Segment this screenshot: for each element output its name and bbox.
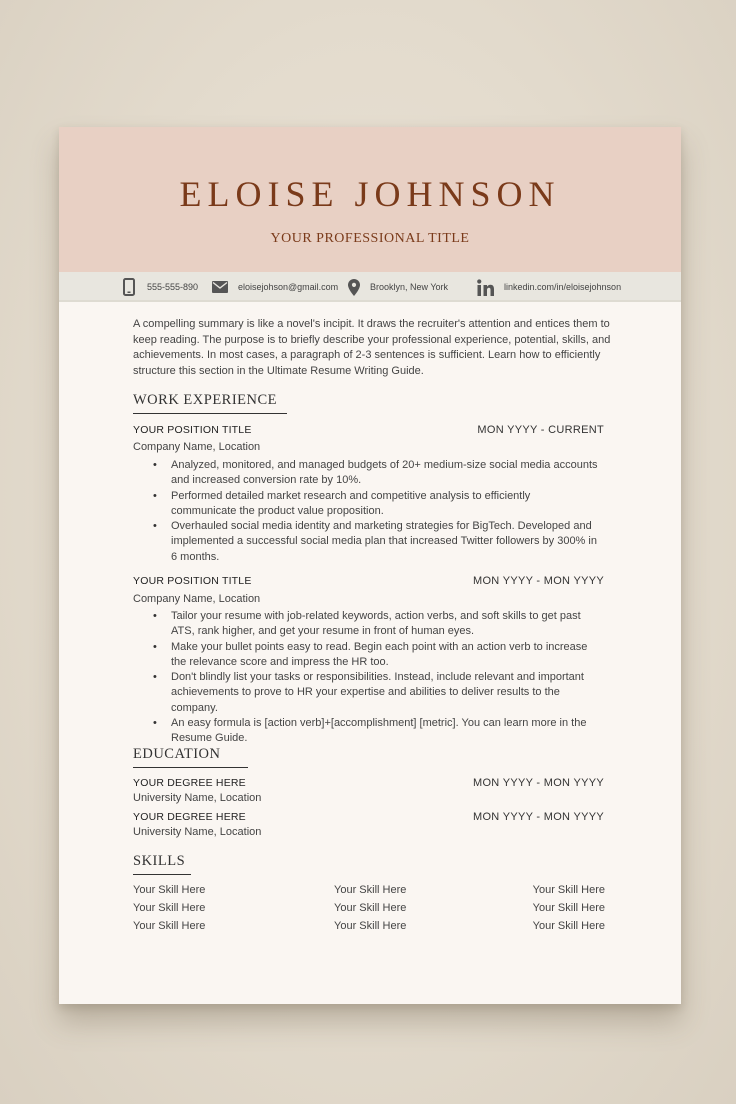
list-item: • An easy formula is [action verb]+[accomplishment] [metric]. You can learn more in the Resume Guide. [153, 716, 598, 747]
contact-email [212, 272, 338, 302]
edu-1-school: University Name, Location [133, 792, 262, 804]
email-icon [212, 281, 228, 293]
list-item: • Don't blindly list your tasks or responsibilities. Instead, include relevant and important achievements to prove to HR your expertise and abilities to deliver results to the company. [153, 670, 598, 716]
resume-page [59, 127, 681, 1004]
job-2-dates: MON YYYY - MON YYYY [472, 575, 604, 587]
job-2-title: YOUR POSITION TITLE [133, 575, 252, 587]
job-1-dates: MON YYYY - CURRENT [477, 424, 604, 436]
phone-icon [123, 278, 135, 296]
skills-heading: SKILLS [133, 853, 191, 875]
contact-phone [123, 272, 198, 302]
list-item: • Tailor your resume with job-related keywords, action verbs, and soft skills to get past ATS, rank higher, and get your resume in front of human eyes. [153, 609, 598, 640]
skill-item: Your Skill Here [133, 920, 206, 932]
contact-location [348, 272, 448, 302]
linkedin-icon [477, 279, 494, 296]
edu-2-degree: YOUR DEGREE HERE [133, 811, 246, 823]
job-1-company: Company Name, Location [133, 441, 261, 453]
job-2-bullets [153, 609, 598, 747]
job-1-bullets [153, 458, 598, 565]
skill-item: Your Skill Here [532, 902, 605, 914]
skill-item: Your Skill Here [334, 884, 407, 896]
location-text: Brooklyn, New York [370, 282, 449, 292]
skill-item: Your Skill Here [532, 884, 605, 896]
work-experience-heading: WORK EXPERIENCE [133, 392, 287, 414]
summary-paragraph: A compelling summary is like a novel's incipit. It draws the recruiter's attention and entices them to keep reading. The purpose is to briefly describe your professional experience, potential, skills, and achievements. In most cases, a paragraph of 2-3 sentences is sufficient. Learn how to efficiently structure this section in the Ultimate Resume Writing Guide. [133, 318, 611, 377]
skill-item: Your Skill Here [532, 920, 605, 932]
email-text: eloisejohson@gmail.com [238, 282, 339, 292]
list-item: • Performed detailed market research and competitive analysis to efficiently communicate the product value proposition. [153, 489, 598, 520]
resume-header [59, 127, 681, 272]
linkedin-text: linkedin.com/in/eloisejohnson [504, 282, 622, 292]
skill-item: Your Skill Here [334, 920, 407, 932]
skill-item: Your Skill Here [133, 902, 206, 914]
contact-bar [59, 272, 681, 302]
education-heading: EDUCATION [133, 746, 248, 768]
skill-item: Your Skill Here [133, 884, 206, 896]
candidate-name: ELOISE JOHNSON [179, 174, 561, 214]
skill-item: Your Skill Here [334, 902, 407, 914]
phone-text: 555-555-890 [147, 282, 199, 292]
job-1-title: YOUR POSITION TITLE [133, 424, 252, 436]
list-item: • Analyzed, monitored, and managed budgets of 20+ medium-size social media accounts and increased conversion rate by 10%. [153, 458, 598, 489]
edu-1-dates: MON YYYY - MON YYYY [472, 777, 604, 789]
list-item: • Make your bullet points easy to read. Begin each point with an action verb to increase the relevance score and impress the HR too. [153, 640, 598, 671]
job-2-company: Company Name, Location [133, 593, 261, 605]
list-item: • Overhauled social media identity and marketing strategies for BigTech. Developed and implemented a successful social media plan that increased Twitter followers by 300% in 6 months. [153, 519, 598, 565]
location-pin-icon [348, 279, 360, 296]
professional-title: YOUR PROFESSIONAL TITLE [270, 231, 470, 246]
edu-2-school: University Name, Location [133, 826, 262, 838]
contact-linkedin [477, 272, 621, 302]
edu-1-degree: YOUR DEGREE HERE [133, 777, 246, 789]
edu-2-dates: MON YYYY - MON YYYY [472, 811, 604, 823]
